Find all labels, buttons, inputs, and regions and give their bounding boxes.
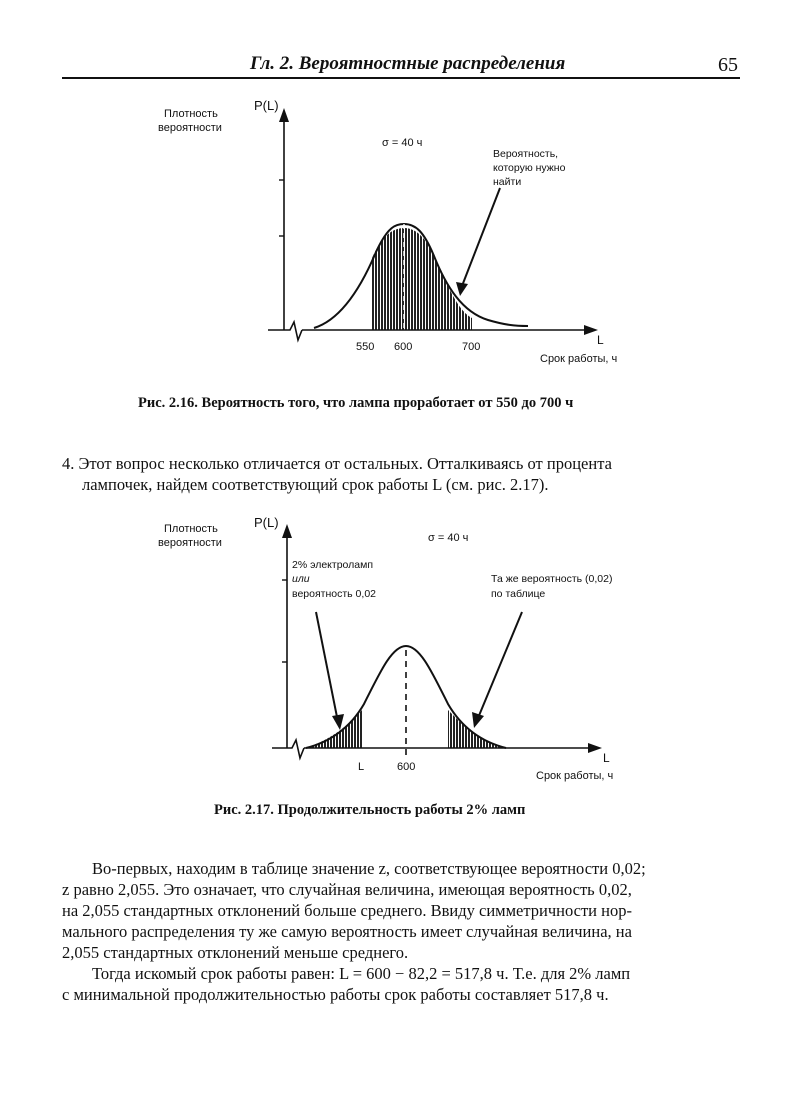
x-axis-break — [268, 322, 302, 340]
figure-2-17-caption: Рис. 2.17. Продолжительность работы 2% ламп — [214, 802, 526, 818]
y-label-line2: вероятности — [158, 122, 222, 134]
item-4-line1: 4. Этот вопрос несколько отличается от остальных. Отталкиваясь от процента — [62, 454, 612, 473]
right-note-line1: Та же вероятность (0,02) — [491, 573, 613, 585]
paragraph-1-line5: 2,055 стандартных отклонений меньше среднего. — [62, 943, 409, 962]
paragraph-1-line2: z равно 2,055. Это означает, что случайная величина, имеющая вероятность 0,02, — [62, 880, 632, 899]
paragraph-2-line2: с минимальной продолжительностью работы срок работы составляет 517,8 ч. — [62, 985, 609, 1004]
y-axis-arrow — [279, 108, 289, 122]
x-axis-label: L — [603, 751, 610, 765]
figure-2-17 — [0, 510, 800, 790]
annotation-line2: которую нужно — [493, 162, 566, 174]
paragraph-1-line3: на 2,055 стандартных отклонений больше среднего. Ввиду симметричности нор- — [62, 901, 632, 920]
x-axis-title: Срок работы, ч — [536, 770, 614, 782]
tick-550: 550 — [356, 341, 375, 353]
figure-2-16-caption: Рис. 2.16. Вероятность того, что лампа проработает от 550 до 700 ч — [138, 395, 574, 411]
paragraph-2-line1: Тогда искомый срок работы равен: L = 600 − 82,2 = 517,8 ч. Т.е. для 2% ламп — [92, 964, 631, 983]
shaded-probability-area — [372, 228, 472, 330]
y-label-line2: вероятности — [158, 537, 222, 549]
paragraph-1-line1: Во-первых, находим в таблице значение z, соответствующее вероятности 0,02; — [92, 859, 646, 878]
x-axis-break — [272, 740, 304, 758]
item-4-line2: лампочек, найдем соответствующий срок работы L (см. рис. 2.17). — [82, 475, 549, 494]
sigma-label: σ = 40 ч — [428, 532, 469, 544]
annotation-line3: найти — [493, 176, 522, 188]
tick-L: L — [358, 761, 365, 773]
header-rule — [62, 77, 740, 79]
tick-600: 600 — [394, 341, 413, 353]
right-note-line2: по таблице — [491, 588, 546, 600]
p-label: P(L) — [254, 98, 279, 113]
paragraph-1-line4: мального распределения ту же самую вероятность имеет случайная величина, на — [62, 922, 632, 941]
x-axis-label: L — [597, 333, 604, 347]
left-note-line2: или — [292, 573, 310, 585]
left-note-line1: 2% электроламп — [292, 559, 374, 571]
figure-2-16 — [0, 90, 800, 380]
tick-700: 700 — [462, 341, 481, 353]
page-number: 65 — [718, 54, 738, 76]
y-label-line1: Плотность — [164, 523, 218, 535]
tick-600: 600 — [397, 761, 416, 773]
running-header-title: Гл. 2. Вероятностные распределения — [250, 53, 566, 74]
annotation-arrow — [462, 188, 500, 286]
annotation-line1: Вероятность, — [493, 148, 559, 160]
left-note-line3: вероятность 0,02 — [292, 588, 376, 600]
left-arrow — [316, 612, 338, 722]
right-arrow — [478, 612, 522, 718]
x-axis-title: Срок работы, ч — [540, 353, 618, 365]
sigma-label: σ = 40 ч — [382, 137, 423, 149]
p-label: P(L) — [254, 515, 279, 530]
y-label-line1: Плотность — [164, 108, 218, 120]
